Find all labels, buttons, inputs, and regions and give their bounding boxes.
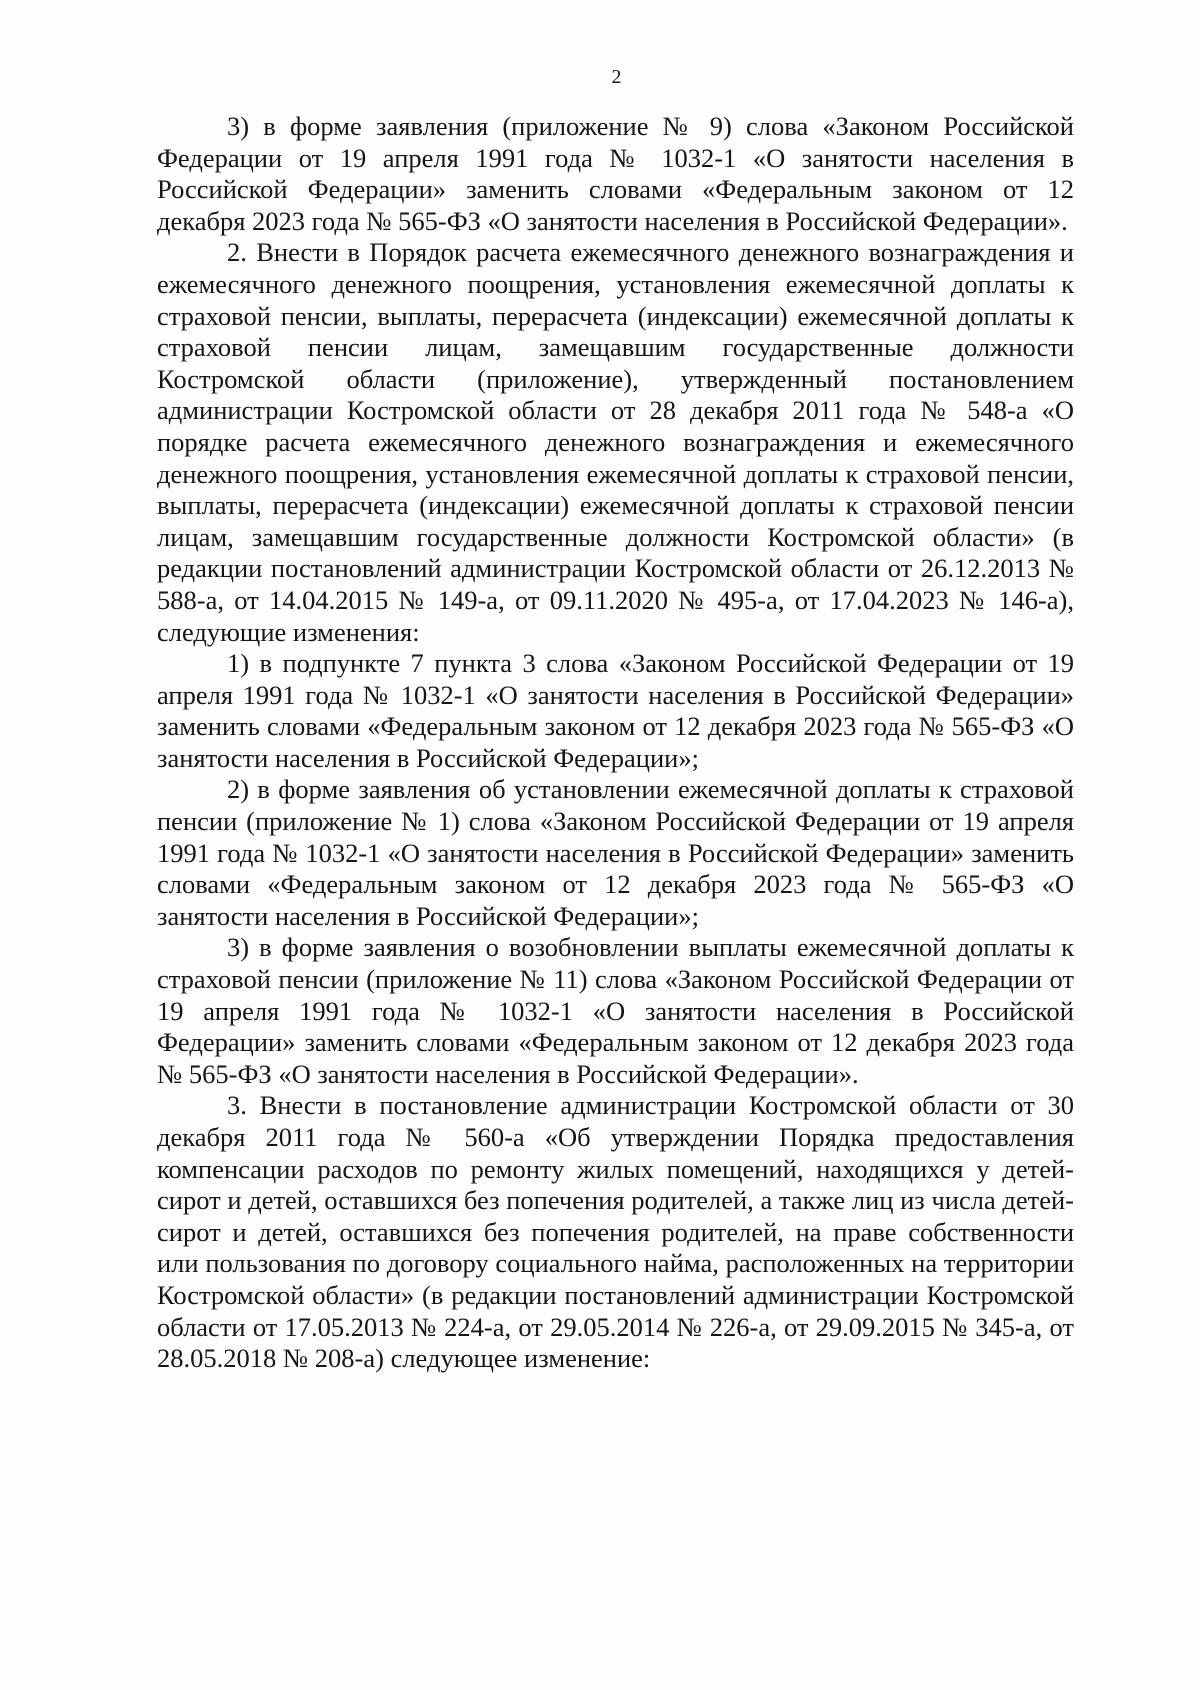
paragraph-item-3: 3. Внести в постановление администрации Костромской области от 30 декабря 2011 года № 560-а «Об утверждении Порядка предоставления компенсации расходов по ремонту жилых помещений, находящихся у детей-сирот и детей, оставшихся без попечения родителей, а также лиц из числа детей-сирот и детей, оставшихся без попечения родителей, на праве собственности или пользования по договору социального найма, расположенных на территории Костромской области» (в редакции постановлений администрации Костромской области от 17.05.2013 № 224-а, от 29.05.2014 № 226-а, от 29.09.2015 № 345-а, от 28.05.2018 № 208-а) следующее изменение: (157, 1090, 1074, 1374)
page-number: 2 (611, 66, 622, 88)
paragraph-item-2: 2. Внести в Порядок расчета ежемесячного денежного вознаграждения и ежемесячного денежного поощрения, установления ежемесячной доплаты к страховой пенсии, выплаты, перерасчета (индексации) ежемесячной доплаты к страховой пенсии лицам, замещавшим государственные должности Костромской области (приложение), утвержденный постановлением администрации Костромской области от 28 декабря 2011 года № 548-а «О порядке расчета ежемесячного денежного вознаграждения и ежемесячного денежного поощрения, установления ежемесячной доплаты к страховой пенсии, выплаты, перерасчета (индексации) ежемесячной доплаты к страховой пенсии лицам, замещавшим государственные должности Костромской области» (в редакции постановлений администрации Костромской области от 26.12.2013 № 588-а, от 14.04.2015 № 149-а, от 09.11.2020 № 495-а, от 17.04.2023 № 146-а), следующие изменения: (157, 237, 1074, 647)
paragraph-item-2-sub-2: 2) в форме заявления об установлении ежемесячной доплаты к страховой пенсии (приложение № 1) слова «Законом Российской Федерации от 19 апреля 1991 года № 1032-1 «О занятости населения в Российской Федерации» заменить словами «Федеральным законом от 12 декабря 2023 года № 565-ФЗ «О занятости населения в Российской Федерации»; (157, 774, 1074, 931)
paragraph-item-2-sub-3: 3) в форме заявления о возобновлении выплаты ежемесячной доплаты к страховой пенсии (приложение № 11) слова «Законом Российской Федерации от 19 апреля 1991 года № 1032-1 «О занятости населения в Российской Федерации» заменить словами «Федеральным законом от 12 декабря 2023 года № 565-ФЗ «О занятости населения в Российской Федерации». (157, 932, 1074, 1089)
document-body (157, 111, 1074, 1375)
paragraph-amendment-1-3: 3) в форме заявления (приложение № 9) слова «Законом Российской Федерации от 19 апреля 1991 года № 1032-1 «О занятости населения в Российской Федерации» заменить словами «Федеральным законом от 12 декабря 2023 года № 565-ФЗ «О занятости населения в Российской Федерации». (157, 111, 1074, 236)
paragraph-item-2-sub-1: 1) в подпункте 7 пункта 3 слова «Законом Российской Федерации от 19 апреля 1991 года № 1032-1 «О занятости населения в Российской Федерации» заменить словами «Федеральным законом от 12 декабря 2023 года № 565-ФЗ «О занятости населения в Российской Федерации»; (157, 648, 1074, 773)
